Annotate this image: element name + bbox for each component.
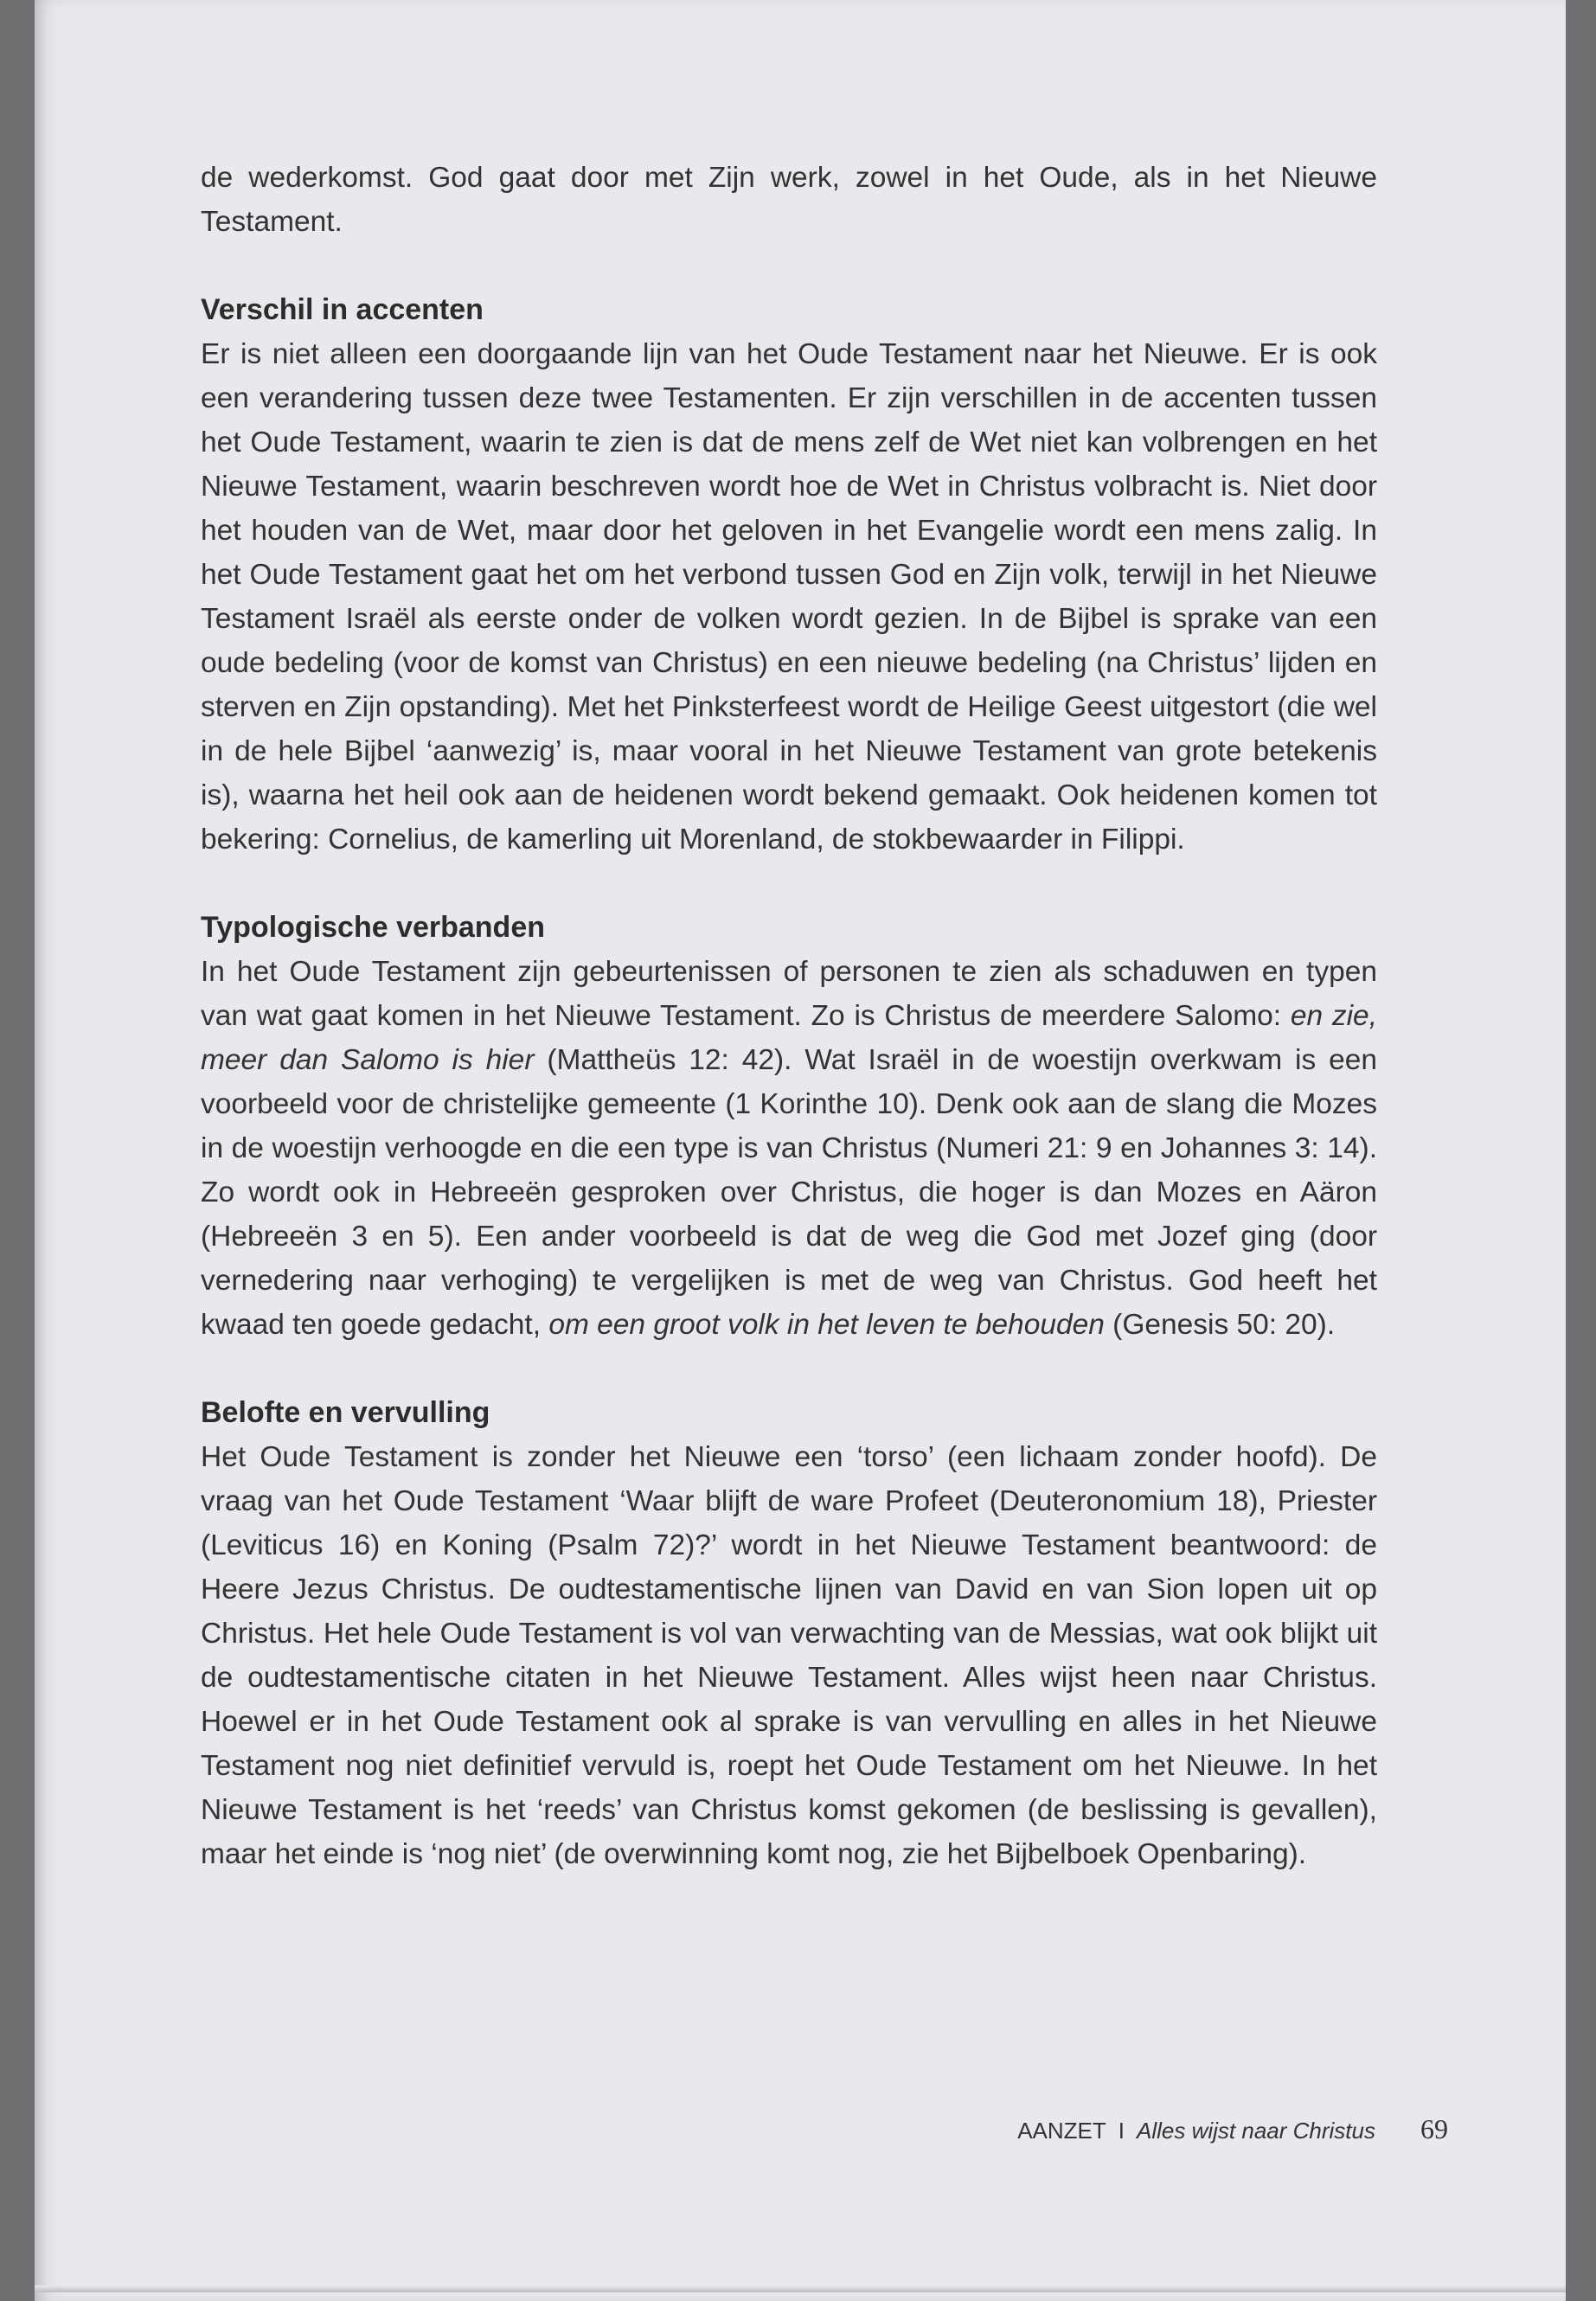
footer-separator: I xyxy=(1118,2118,1125,2144)
paragraph-text-segment: (Mattheüs 12: 42). Wat Israël in de woestijn overkwam is een voorbeeld voor de christelijke gemeente (1 Korinthe 10). Denk ook aan de slang die Mozes in de woestijn verhoogde en die een type is van Christus (Numeri 21: 9 en Johannes 3: 14). Zo wordt ook in Hebreeën gesproken over Christus, die hoger is dan Mozes en Aäron (Hebreeën 3 en 5). Een ander voorbeeld is dat de weg die God met Jozef ging (door vernedering naar verhoging) te vergelijken is met de weg van Christus. God heeft het kwaad ten goede gedacht, xyxy=(201,1044,1377,1341)
section-heading-belofte: Belofte en vervulling xyxy=(201,1396,490,1429)
paragraph-belofte: Het Oude Testament is zonder het Nieuwe een ‘torso’ (een lichaam zonder hoofd). De vraag van het Oude Testament ‘Waar blijft de ware Profeet (Deuteronomium 18), Priester (Leviticus 16) en Koning (Psalm 72)?’ wordt in het Nieuwe Testament beantwoord: de Heere Jezus Christus. De oudtestamentische lijnen van David en van Sion lopen uit op Christus. Het hele Oude Testament is vol van verwachting van de Messias, wat ook blijkt uit de oudtestamentische citaten in het Nieuwe Testament. Alles wijst heen naar Christus. Hoewel er in het Oude Testament ook al sprake is van vervulling en alles in het Nieuwe Testament nog niet definitief vervuld is, roept het Oude Testament om het Nieuwe. In het Nieuwe Testament is het ‘reeds’ van Christus komst gekomen (de beslissing is gevallen), maar het einde is ‘nog niet’ (de overwinning komt nog, zie het Bijbelboek Openbaring). xyxy=(201,1441,1377,1870)
paragraph-verschil: Er is niet alleen een doorgaande lijn van het Oude Testament naar het Nieuwe. Er is ook een verandering tussen deze twee Testamenten. Er zijn verschillen in de accenten tussen het Oude Testament, waarin te zien is dat de mens zelf de Wet niet kan volbrengen en het Nieuwe Testament, waarin beschreven wordt hoe de Wet in Christus volbracht is. Niet door het houden van de Wet, maar door het geloven in het Evangelie wordt een mens zalig. In het Oude Testament gaat het om het verbond tussen God en Zijn volk, terwijl in het Nieuwe Testament Israël als eerste onder de volken wordt gezien. In de Bijbel is sprake van een oude bedeling (voor de komst van Christus) en een nieuwe bedeling (na Christus’ lijden en sterven en Zijn opstanding). Met het Pinksterfeest wordt de Heilige Geest uitgestort (die wel in de hele Bijbel ‘aanwezig’ is, maar vooral in het Nieuwe Testament van grote betekenis is), waarna het heil ook aan de heidenen wordt bekend gemaakt. Ook heidenen komen tot bekering: Cornelius, de kamerling uit Morenland, de stokbewaarder in Filippi. xyxy=(201,338,1377,856)
scripture-quote: om een groot volk in het leven te behouden xyxy=(548,1309,1105,1341)
footer-series: AANZET xyxy=(1017,2118,1106,2144)
footer-subtitle: Alles wijst naar Christus xyxy=(1137,2118,1375,2144)
scripture-quote: en zie, meer dan Salomo is hier xyxy=(201,1000,1377,1076)
paragraph-typologische xyxy=(201,950,1377,1347)
paragraph-text-segment: In het Oude Testament zijn gebeurtenissen of personen te zien als schaduwen en typen van wat gaat komen in het Nieuwe Testament. Zo is Christus de meerdere Salomo: xyxy=(201,956,1377,1032)
page-number: 69 xyxy=(1420,2113,1448,2144)
paragraph-text-segment: (Genesis 50: 20). xyxy=(1104,1309,1336,1341)
intro-paragraph: de wederkomst. God gaat door met Zijn werk, zowel in het Oude, als in het Nieuwe Testament. xyxy=(201,162,1377,238)
body-text xyxy=(201,156,1377,1876)
book-page xyxy=(35,0,1566,2301)
running-footer xyxy=(1017,2113,1448,2148)
section-heading-typologische: Typologische verbanden xyxy=(201,911,546,944)
section-heading-verschil: Verschil in accenten xyxy=(201,293,484,326)
